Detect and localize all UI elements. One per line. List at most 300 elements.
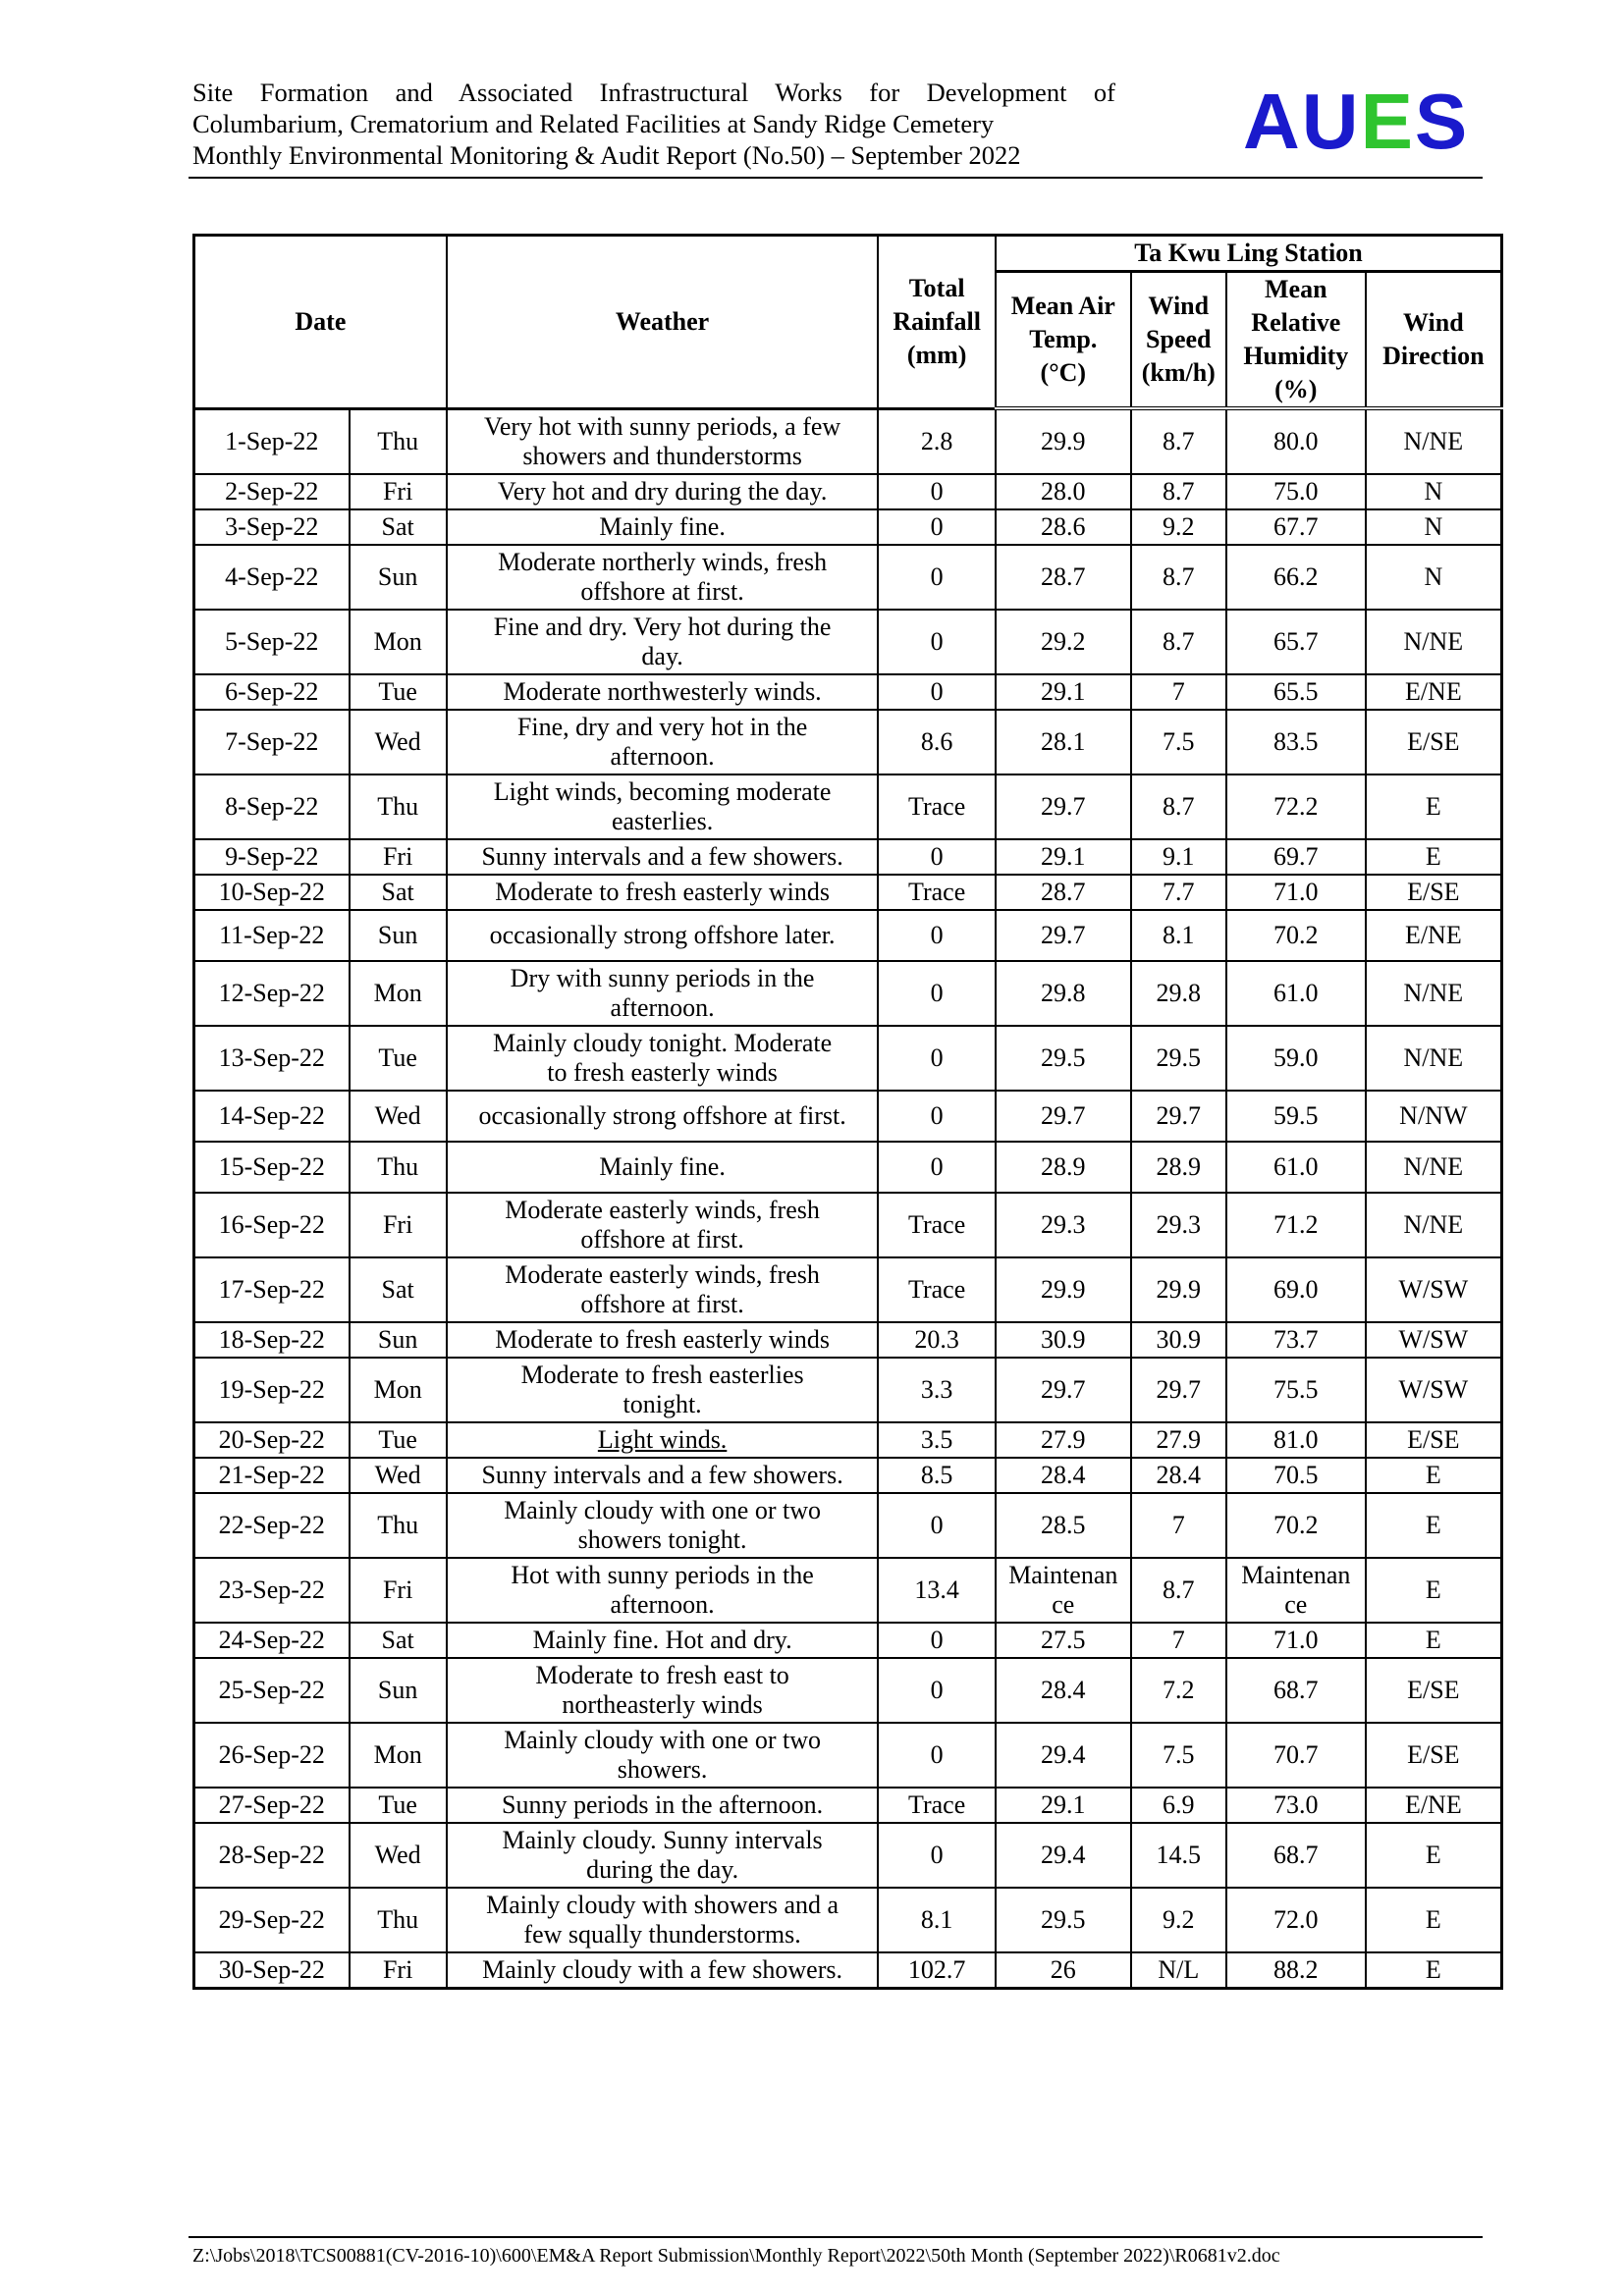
cell-humidity: [1226, 1322, 1366, 1358]
cell-weather: [447, 1558, 879, 1623]
cell-humidity-line: 61.0: [1273, 979, 1319, 1007]
cell-wind-speed: 8.7: [1131, 408, 1226, 474]
cell-wind-speed: 29.5: [1131, 1026, 1226, 1091]
cell-date: 2-Sep-22: [194, 474, 350, 509]
cell-weather-line: showers.: [617, 1755, 708, 1784]
cell-date: 5-Sep-22: [194, 610, 350, 674]
cell-temp: [996, 509, 1131, 545]
cell-wind-direction: E/SE: [1366, 1658, 1502, 1723]
cell-weather: [447, 408, 879, 474]
cell-temp-line: Maintenan: [1008, 1561, 1118, 1589]
cell-temp-line: 28.7: [1041, 562, 1086, 591]
cell-rainfall: 0: [878, 1823, 996, 1888]
cell-rainfall: 0: [878, 610, 996, 674]
cell-day: Wed: [350, 1458, 447, 1493]
logo-letter-a: A: [1243, 78, 1302, 165]
cell-wind-speed: 29.9: [1131, 1257, 1226, 1322]
cell-wind-direction: E: [1366, 839, 1502, 875]
cell-humidity: [1226, 509, 1366, 545]
cell-date: 26-Sep-22: [194, 1723, 350, 1788]
header-wind-direction-line: Wind: [1403, 308, 1464, 337]
cell-weather: [447, 875, 879, 910]
table-row: [194, 1823, 1502, 1888]
cell-weather: [447, 545, 879, 610]
header-rainfall-line: Rainfall: [893, 306, 981, 336]
cell-weather: [447, 509, 879, 545]
cell-wind-direction: N/NE: [1366, 961, 1502, 1026]
cell-temp: [996, 1823, 1131, 1888]
cell-humidity-line: ce: [1284, 1590, 1308, 1619]
cell-weather-line: northeasterly winds: [562, 1690, 763, 1719]
cell-temp-line: 29.7: [1041, 1375, 1086, 1404]
cell-humidity: [1226, 1257, 1366, 1322]
header-wind-speed: [1131, 272, 1226, 409]
cell-temp: [996, 1358, 1131, 1422]
cell-date: 11-Sep-22: [194, 910, 350, 961]
cell-humidity-line: Maintenan: [1241, 1561, 1351, 1589]
cell-day: Tue: [350, 1788, 447, 1823]
report-title: [192, 77, 1115, 171]
cell-weather: [447, 774, 879, 839]
cell-temp-line: 29.9: [1041, 1275, 1086, 1304]
cell-day: Fri: [350, 839, 447, 875]
cell-humidity: [1226, 1658, 1366, 1723]
table-row: [194, 1623, 1502, 1658]
cell-wind-speed: 9.1: [1131, 839, 1226, 875]
cell-day: Tue: [350, 1422, 447, 1458]
cell-day: Thu: [350, 1493, 447, 1558]
cell-temp: [996, 1422, 1131, 1458]
cell-temp-line: 29.8: [1041, 979, 1086, 1007]
cell-rainfall: 0: [878, 1623, 996, 1658]
cell-humidity: [1226, 774, 1366, 839]
cell-weather-line: showers tonight.: [577, 1525, 747, 1554]
cell-temp: [996, 1026, 1131, 1091]
cell-rainfall: 3.5: [878, 1422, 996, 1458]
cell-temp-line: 29.5: [1041, 1905, 1086, 1934]
cell-weather-line: occasionally strong offshore later.: [489, 921, 836, 949]
cell-day: Thu: [350, 408, 447, 474]
cell-weather-line: tonight.: [623, 1390, 702, 1418]
cell-date: 1-Sep-22: [194, 408, 350, 474]
cell-temp-line: 29.7: [1041, 921, 1086, 949]
cell-wind-speed: 27.9: [1131, 1422, 1226, 1458]
cell-temp: [996, 1091, 1131, 1142]
header-rainfall: [878, 236, 996, 409]
table-row: [194, 1723, 1502, 1788]
cell-date: 16-Sep-22: [194, 1193, 350, 1257]
page-header: [192, 77, 1479, 177]
cell-weather: [447, 1623, 879, 1658]
cell-wind-direction: E: [1366, 1888, 1502, 1952]
cell-humidity: [1226, 910, 1366, 961]
table-row: [194, 1026, 1502, 1091]
cell-weather-line: Mainly cloudy with showers and a: [486, 1891, 839, 1919]
cell-humidity-line: 61.0: [1273, 1152, 1319, 1181]
header-temp-line: Temp.: [1029, 325, 1098, 353]
cell-day: Mon: [350, 1723, 447, 1788]
cell-date: 27-Sep-22: [194, 1788, 350, 1823]
header-humidity-line: Mean: [1265, 275, 1327, 303]
cell-humidity-line: 59.0: [1273, 1043, 1319, 1072]
cell-rainfall: 0: [878, 545, 996, 610]
cell-humidity: [1226, 1952, 1366, 1989]
cell-weather: [447, 910, 879, 961]
table-row: [194, 1788, 1502, 1823]
cell-rainfall: 0: [878, 839, 996, 875]
cell-date: 28-Sep-22: [194, 1823, 350, 1888]
table-row: [194, 1558, 1502, 1623]
cell-day: Thu: [350, 774, 447, 839]
cell-temp-line: 29.9: [1041, 427, 1086, 455]
cell-humidity: [1226, 474, 1366, 509]
header-wind-speed-line: (km/h): [1141, 358, 1216, 387]
cell-wind-speed: 28.9: [1131, 1142, 1226, 1193]
cell-date: 17-Sep-22: [194, 1257, 350, 1322]
table-row: [194, 474, 1502, 509]
cell-rainfall: 8.6: [878, 710, 996, 774]
cell-humidity: [1226, 674, 1366, 710]
table-row: [194, 408, 1502, 474]
cell-temp: [996, 610, 1131, 674]
table-row: [194, 1322, 1502, 1358]
cell-weather-line: Light winds.: [597, 1425, 728, 1454]
cell-rainfall: 0: [878, 1493, 996, 1558]
cell-weather-line: few squally thunderstorms.: [523, 1920, 801, 1949]
cell-date: 7-Sep-22: [194, 710, 350, 774]
cell-wind-direction: E: [1366, 1458, 1502, 1493]
cell-wind-speed: 8.7: [1131, 774, 1226, 839]
cell-day: Sat: [350, 875, 447, 910]
cell-wind-direction: N/NE: [1366, 1142, 1502, 1193]
cell-weather: [447, 674, 879, 710]
cell-day: Sun: [350, 910, 447, 961]
table-row: [194, 1658, 1502, 1723]
cell-weather-line: afternoon.: [610, 1590, 715, 1619]
cell-humidity: [1226, 1723, 1366, 1788]
cell-humidity: [1226, 1558, 1366, 1623]
cell-temp-line: 28.1: [1041, 727, 1086, 756]
cell-weather: [447, 1193, 879, 1257]
cell-weather-line: Very hot and dry during the day.: [497, 477, 828, 506]
cell-wind-direction: W/SW: [1366, 1322, 1502, 1358]
header-wind-direction: [1366, 272, 1502, 409]
cell-wind-speed: 9.2: [1131, 1888, 1226, 1952]
cell-rainfall: 0: [878, 961, 996, 1026]
cell-wind-speed: 28.4: [1131, 1458, 1226, 1493]
cell-day: Sat: [350, 509, 447, 545]
cell-temp: [996, 1458, 1131, 1493]
cell-temp-line: 28.5: [1041, 1511, 1086, 1539]
cell-wind-direction: N: [1366, 545, 1502, 610]
cell-day: Wed: [350, 1091, 447, 1142]
cell-wind-speed: 6.9: [1131, 1788, 1226, 1823]
title-line-3: Monthly Environmental Monitoring & Audit Report (No.50) – September 2022: [192, 140, 1021, 170]
cell-wind-direction: E/SE: [1366, 1723, 1502, 1788]
cell-wind-direction: W/SW: [1366, 1257, 1502, 1322]
cell-date: 19-Sep-22: [194, 1358, 350, 1422]
header-wind-speed-line: Speed: [1146, 325, 1212, 353]
table-row: [194, 1257, 1502, 1322]
cell-rainfall: Trace: [878, 1788, 996, 1823]
cell-weather-line: Moderate to fresh east to: [535, 1661, 789, 1689]
cell-wind-speed: 7.5: [1131, 1723, 1226, 1788]
cell-day: Tue: [350, 674, 447, 710]
cell-temp-line: 29.7: [1041, 1101, 1086, 1130]
cell-day: Wed: [350, 710, 447, 774]
cell-humidity: [1226, 1623, 1366, 1658]
cell-weather-line: Mainly cloudy with a few showers.: [482, 1955, 842, 1984]
cell-rainfall: 0: [878, 1091, 996, 1142]
table-row: [194, 1952, 1502, 1989]
cell-temp-line: 28.9: [1041, 1152, 1086, 1181]
table-row: [194, 1358, 1502, 1422]
cell-rainfall: 13.4: [878, 1558, 996, 1623]
weather-table-body: [194, 408, 1502, 1989]
cell-date: 8-Sep-22: [194, 774, 350, 839]
cell-wind-direction: N/NW: [1366, 1091, 1502, 1142]
cell-humidity-line: 71.0: [1273, 1626, 1319, 1654]
weather-table: [192, 234, 1503, 1990]
cell-humidity: [1226, 1422, 1366, 1458]
cell-day: Sat: [350, 1257, 447, 1322]
cell-wind-speed: 7: [1131, 1623, 1226, 1658]
cell-rainfall: 0: [878, 1142, 996, 1193]
cell-temp-line: ce: [1052, 1590, 1075, 1619]
cell-humidity: [1226, 1091, 1366, 1142]
cell-weather-line: Mainly cloudy tonight. Moderate: [493, 1029, 833, 1057]
cell-rainfall: 0: [878, 910, 996, 961]
cell-temp: [996, 674, 1131, 710]
cell-temp: [996, 710, 1131, 774]
cell-temp-line: 29.1: [1041, 1790, 1086, 1819]
cell-humidity: [1226, 1026, 1366, 1091]
cell-humidity: [1226, 1888, 1366, 1952]
header-station: Ta Kwu Ling Station: [996, 236, 1502, 272]
cell-humidity-line: 66.2: [1273, 562, 1319, 591]
cell-temp: [996, 545, 1131, 610]
cell-rainfall: 0: [878, 1026, 996, 1091]
cell-wind-direction: E/NE: [1366, 1788, 1502, 1823]
table-row: [194, 839, 1502, 875]
cell-date: 24-Sep-22: [194, 1623, 350, 1658]
cell-humidity: [1226, 710, 1366, 774]
cell-date: 23-Sep-22: [194, 1558, 350, 1623]
cell-temp: [996, 1723, 1131, 1788]
cell-humidity: [1226, 610, 1366, 674]
cell-temp-line: 27.5: [1041, 1626, 1086, 1654]
cell-day: Thu: [350, 1142, 447, 1193]
cell-temp-line: 29.4: [1041, 1740, 1086, 1769]
cell-wind-direction: N: [1366, 509, 1502, 545]
cell-wind-speed: 7.7: [1131, 875, 1226, 910]
cell-humidity: [1226, 1493, 1366, 1558]
cell-humidity-line: 80.0: [1273, 427, 1319, 455]
logo-letter-s: S: [1414, 78, 1470, 165]
header-temp: [996, 272, 1131, 409]
cell-weather: [447, 1142, 879, 1193]
cell-humidity: [1226, 1458, 1366, 1493]
logo-letter-u: U: [1301, 78, 1361, 165]
cell-temp-line: 26: [1050, 1955, 1076, 1984]
header-humidity-line: Humidity: [1243, 342, 1349, 370]
header-humidity-line: Relative: [1251, 308, 1341, 337]
header-rainfall-line: (mm): [906, 340, 967, 369]
table-row: [194, 1493, 1502, 1558]
cell-humidity-line: 83.5: [1273, 727, 1319, 756]
cell-temp: [996, 1493, 1131, 1558]
cell-wind-direction: N/NE: [1366, 610, 1502, 674]
cell-humidity-line: 70.2: [1273, 921, 1319, 949]
cell-weather: [447, 1658, 879, 1723]
cell-day: Sun: [350, 545, 447, 610]
cell-humidity-line: 71.2: [1273, 1210, 1319, 1239]
cell-date: 12-Sep-22: [194, 961, 350, 1026]
cell-temp: [996, 1257, 1131, 1322]
cell-humidity-line: 75.0: [1273, 477, 1319, 506]
table-row: [194, 961, 1502, 1026]
cell-humidity-line: 69.7: [1273, 842, 1319, 871]
title-line-2: Columbarium, Crematorium and Related Facilities at Sandy Ridge Cemetery: [192, 109, 995, 138]
cell-temp: [996, 1623, 1131, 1658]
cell-wind-speed: 7: [1131, 1493, 1226, 1558]
cell-temp: [996, 1558, 1131, 1623]
cell-wind-speed: 9.2: [1131, 509, 1226, 545]
cell-temp-line: 28.0: [1041, 477, 1086, 506]
cell-wind-speed: 8.7: [1131, 1558, 1226, 1623]
cell-weather-line: Dry with sunny periods in the: [510, 964, 815, 992]
cell-temp-line: 28.4: [1041, 1676, 1086, 1704]
cell-weather-line: Hot with sunny periods in the: [511, 1561, 814, 1589]
cell-wind-direction: W/SW: [1366, 1358, 1502, 1422]
cell-humidity-line: 65.7: [1273, 627, 1319, 656]
cell-wind-direction: E: [1366, 1493, 1502, 1558]
cell-weather-line: Sunny intervals and a few showers.: [481, 842, 843, 871]
cell-wind-direction: E/SE: [1366, 1422, 1502, 1458]
cell-weather: [447, 961, 879, 1026]
cell-humidity-line: 70.5: [1273, 1461, 1319, 1489]
cell-weather-line: showers and thunderstorms: [522, 441, 802, 470]
cell-weather-line: to fresh easterly winds: [547, 1058, 778, 1087]
table-row: [194, 1888, 1502, 1952]
cell-wind-direction: E/NE: [1366, 910, 1502, 961]
cell-date: 6-Sep-22: [194, 674, 350, 710]
cell-weather-line: Very hot with sunny periods, a few: [483, 411, 841, 441]
cell-temp-line: 29.2: [1041, 627, 1086, 656]
cell-rainfall: Trace: [878, 875, 996, 910]
cell-weather-line: Moderate to fresh easterlies: [520, 1361, 804, 1389]
cell-wind-direction: N/NE: [1366, 1193, 1502, 1257]
cell-wind-speed: 29.7: [1131, 1358, 1226, 1422]
cell-weather-line: occasionally strong offshore at first.: [478, 1101, 846, 1130]
cell-weather-line: Mainly fine.: [599, 512, 726, 541]
cell-date: 18-Sep-22: [194, 1322, 350, 1358]
cell-date: 10-Sep-22: [194, 875, 350, 910]
cell-wind-speed: 7.5: [1131, 710, 1226, 774]
cell-temp-line: 29.1: [1041, 677, 1086, 706]
cell-weather: [447, 1888, 879, 1952]
cell-temp: [996, 875, 1131, 910]
cell-wind-speed: 7.2: [1131, 1658, 1226, 1723]
cell-temp: [996, 1193, 1131, 1257]
cell-wind-direction: E/SE: [1366, 875, 1502, 910]
cell-day: Mon: [350, 1358, 447, 1422]
footer-file-path: Z:\Jobs\2018\TCS00881(CV-2016-10)\600\EM&A Report Submission\Monthly Report\2022\50th Month (September 2022)\R0681v2.doc: [192, 2245, 1280, 2267]
cell-humidity-line: 72.2: [1273, 792, 1319, 821]
cell-weather-line: during the day.: [586, 1855, 739, 1884]
cell-rainfall: 2.8: [878, 408, 996, 474]
cell-weather-line: afternoon.: [610, 742, 715, 771]
cell-day: Sun: [350, 1322, 447, 1358]
header-weather: Weather: [447, 236, 879, 409]
cell-wind-direction: E: [1366, 774, 1502, 839]
cell-temp-line: 28.4: [1041, 1461, 1086, 1489]
cell-rainfall: 20.3: [878, 1322, 996, 1358]
cell-humidity: [1226, 1193, 1366, 1257]
cell-wind-direction: E: [1366, 1823, 1502, 1888]
cell-date: 14-Sep-22: [194, 1091, 350, 1142]
cell-day: Sat: [350, 1623, 447, 1658]
cell-weather-line: Sunny intervals and a few showers.: [481, 1461, 843, 1489]
table-row: [194, 545, 1502, 610]
cell-humidity-line: 75.5: [1273, 1375, 1319, 1404]
cell-date: 3-Sep-22: [194, 509, 350, 545]
cell-weather: [447, 1788, 879, 1823]
cell-day: Fri: [350, 1193, 447, 1257]
logo-letter-e: E: [1360, 78, 1415, 165]
header-temp-line: (°C): [1040, 358, 1087, 387]
table-row: [194, 1458, 1502, 1493]
header-divider: [189, 177, 1483, 179]
cell-weather-line: Light winds, becoming moderate: [493, 777, 832, 806]
cell-temp-line: 29.3: [1041, 1210, 1086, 1239]
cell-weather: [447, 1026, 879, 1091]
title-line-1: Site Formation and Associated Infrastructural Works for Development of: [192, 78, 1115, 107]
cell-day: Fri: [350, 1558, 447, 1623]
cell-wind-speed: 8.7: [1131, 545, 1226, 610]
cell-weather-line: Moderate easterly winds, fresh: [505, 1260, 820, 1289]
cell-humidity-line: 69.0: [1273, 1275, 1319, 1304]
cell-date: 15-Sep-22: [194, 1142, 350, 1193]
cell-temp: [996, 1142, 1131, 1193]
cell-weather: [447, 1493, 879, 1558]
cell-humidity: [1226, 1142, 1366, 1193]
table-row: [194, 1422, 1502, 1458]
cell-day: Mon: [350, 961, 447, 1026]
cell-rainfall: 0: [878, 474, 996, 509]
cell-rainfall: Trace: [878, 1193, 996, 1257]
cell-weather-line: easterlies.: [611, 807, 714, 835]
cell-temp: [996, 961, 1131, 1026]
header-wind-direction-line: Direction: [1382, 342, 1485, 370]
cell-weather-line: day.: [641, 642, 683, 670]
cell-humidity-line: 68.7: [1273, 1841, 1319, 1869]
cell-weather-line: Moderate easterly winds, fresh: [505, 1196, 820, 1224]
table-row: [194, 910, 1502, 961]
cell-weather: [447, 1322, 879, 1358]
cell-date: 13-Sep-22: [194, 1026, 350, 1091]
table-row: [194, 710, 1502, 774]
cell-weather-line: Moderate northerly winds, fresh: [498, 548, 828, 576]
cell-humidity: [1226, 408, 1366, 474]
cell-wind-speed: 29.7: [1131, 1091, 1226, 1142]
cell-wind-speed: 30.9: [1131, 1322, 1226, 1358]
cell-humidity: [1226, 1788, 1366, 1823]
cell-weather-line: Fine, dry and very hot in the: [516, 713, 808, 741]
cell-humidity-line: 59.5: [1273, 1101, 1319, 1130]
cell-humidity-line: 88.2: [1273, 1955, 1319, 1984]
cell-temp: [996, 408, 1131, 474]
